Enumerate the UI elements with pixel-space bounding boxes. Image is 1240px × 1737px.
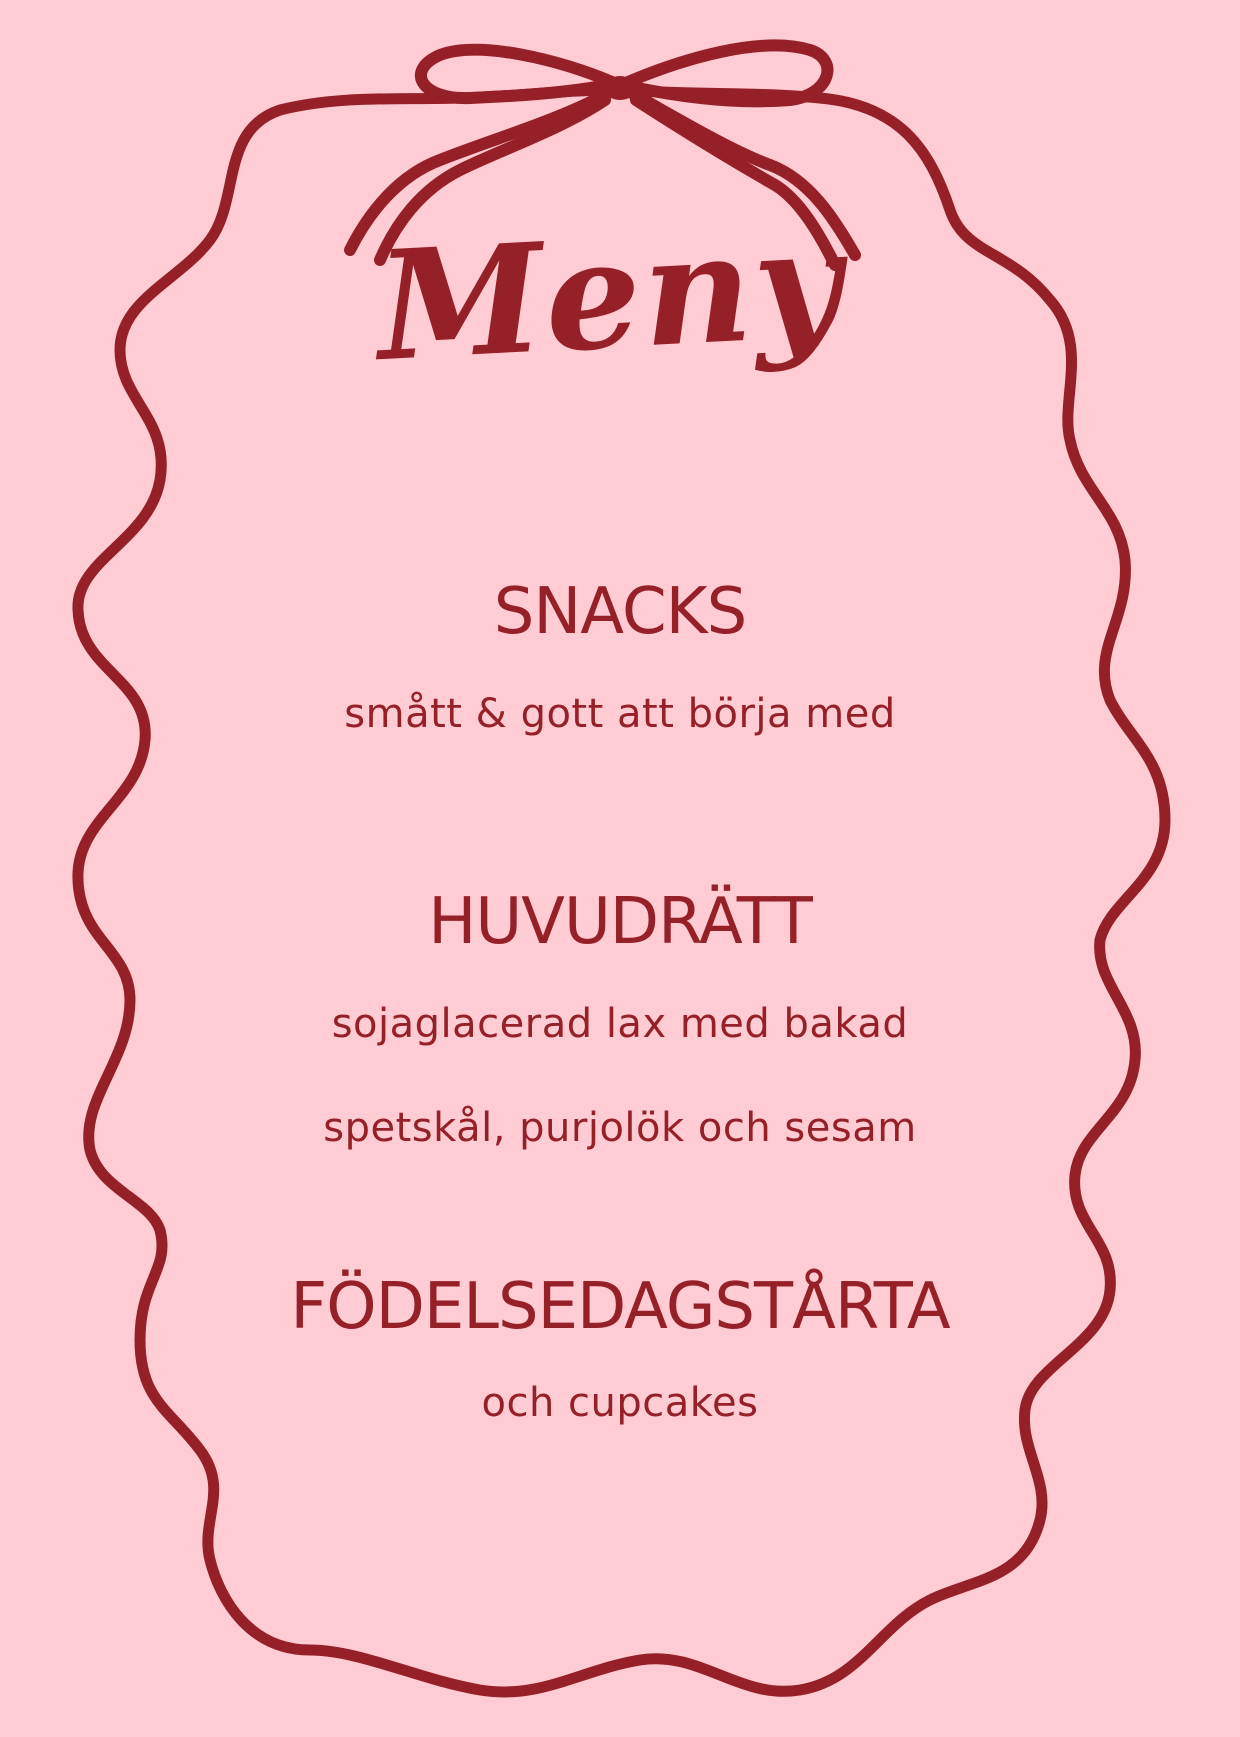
menu-title: Meny bbox=[372, 194, 848, 396]
section-description: smått & gott att börja med bbox=[344, 691, 896, 737]
section-heading: HUVUDRÄTT bbox=[428, 885, 812, 959]
section-description: och cupcakes bbox=[481, 1380, 759, 1426]
section-description: spetskål, purjolök och sesam bbox=[323, 1105, 917, 1151]
section-main-course bbox=[200, 885, 1040, 1162]
section-description: sojaglacerad lax med bakad bbox=[331, 1001, 909, 1047]
section-heading: SNACKS bbox=[493, 575, 747, 649]
section-heading: FÖDELSEDAGSTÅRTA bbox=[290, 1270, 950, 1344]
section-birthday-cake bbox=[200, 1270, 1040, 1437]
section-snacks bbox=[200, 575, 1040, 748]
bow-knot bbox=[604, 76, 636, 100]
